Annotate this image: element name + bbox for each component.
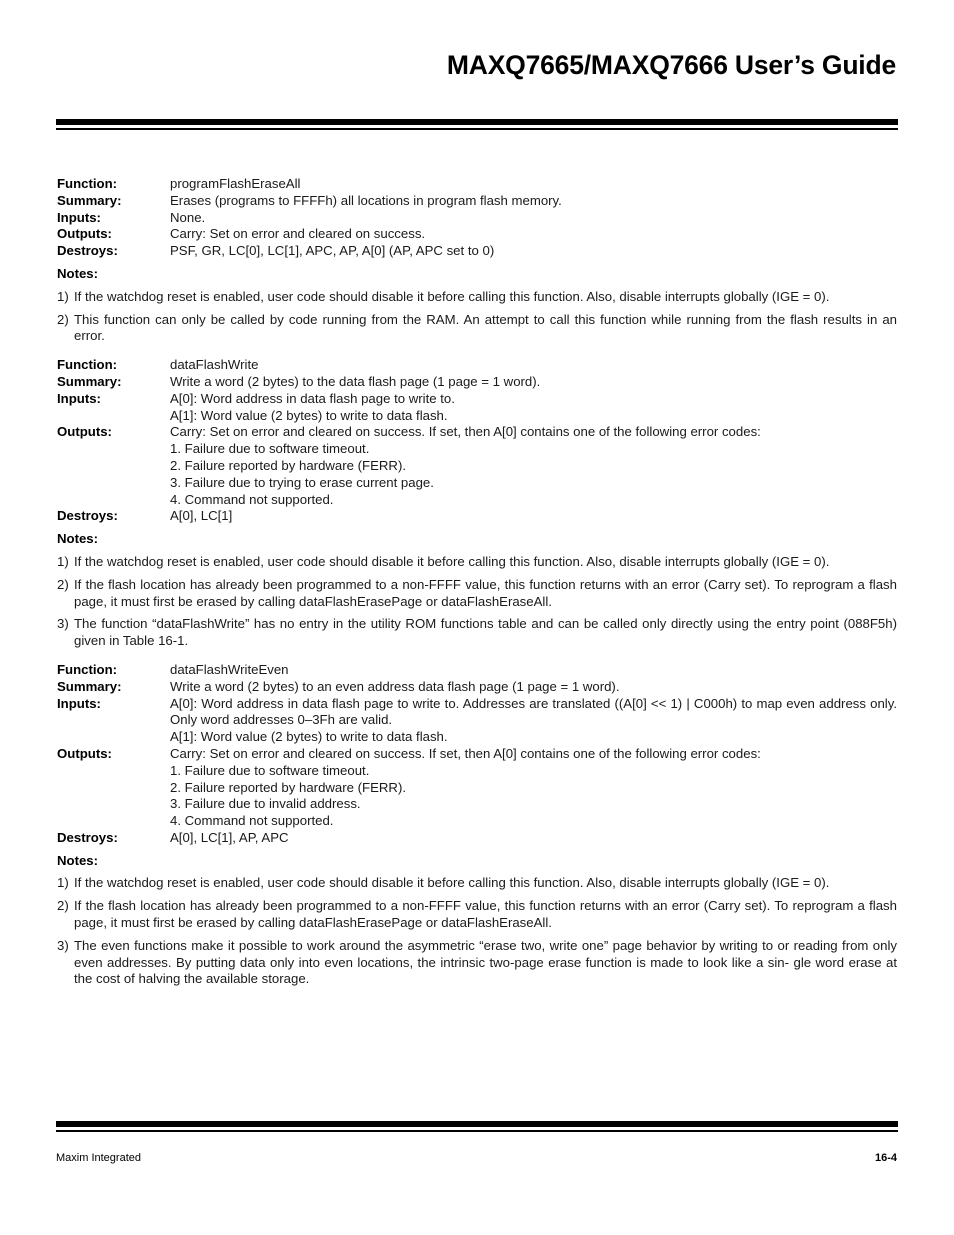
note-item [57,577,897,611]
note-item [57,938,897,988]
field-line: PSF, GR, LC[0], LC[1], APC, AP, A[0] (AP, APC set to 0) [170,243,495,259]
page-title: MAXQ7665/MAXQ7666 User’s Guide [446,50,896,80]
destroys-field [57,830,897,847]
field-label: Summary: [57,678,122,694]
error-code-item: 1. Failure due to software timeout. [170,762,370,778]
footer-rule-thick [56,1121,898,1127]
field-label: Inputs: [57,695,101,711]
note-text: If the watchdog reset is enabled, user code should disable it before calling this function. Also, disable interrupts globally (IGE = 0). [74,288,830,304]
field-value [170,193,897,210]
error-code-item: 2. Failure reported by hardware (FERR). [170,457,406,473]
inputs-field [57,210,897,227]
function-block-dataflashwriteeven [57,662,897,988]
field-value [170,176,897,193]
note-text: If the flash location has already been programmed to a non-FFFF value, this function returns with an error (Carry set). To reprogram a flash page, it must first be erased by calling dataFlashErasePage or dataFlashEraseAll. [74,576,897,609]
field-label: Destroys: [57,508,118,524]
field-value [170,243,897,260]
field-line: A[0], LC[1], AP, APC [170,829,289,845]
field-value [170,830,897,847]
field-label: Summary: [57,192,122,208]
field-label: Outputs: [57,745,112,761]
note-number: 3) [57,937,69,953]
field-label: Outputs: [57,424,112,440]
note-number: 1) [57,553,69,569]
error-code-item: 1. Failure due to software timeout. [170,441,370,457]
notes-heading: Notes: [57,265,99,281]
note-text: If the watchdog reset is enabled, user code should disable it before calling this function. Also, disable interrupts globally (IGE = 0). [74,875,830,891]
note-number: 2) [57,898,69,914]
outputs-field [57,746,897,830]
note-item [57,312,897,346]
function-name: programFlashEraseAll [170,176,301,191]
note-text: If the watchdog reset is enabled, user code should disable it before calling this function. Also, disable interrupts globally (IGE = 0). [74,553,830,569]
field-line: None. [170,209,206,225]
field-value [170,746,897,830]
error-code-item: 2. Failure reported by hardware (FERR). [170,779,406,795]
notes-heading: Notes: [57,852,99,868]
page-number: 16-4 [874,1152,897,1164]
outputs-field [57,226,897,243]
function-block-programflasheraseall [57,176,897,345]
function-name: dataFlashWriteEven [170,661,289,677]
field-line: Carry: Set on error and cleared on success. [170,226,426,242]
field-line: Carry: Set on error and cleared on success. If set, then A[0] contains one of the following error codes: [170,745,761,761]
inputs-field [57,391,897,425]
note-number: 3) [57,616,69,632]
note-text: This function can only be called by code running from the RAM. An attempt to call this function while running from the flash results in an error. [74,311,897,344]
function-field [57,357,897,374]
field-label: Summary: [57,373,122,389]
note-item [57,616,897,650]
field-line: Carry: Set on error and cleared on success. If set, then A[0] contains one of the following error codes: [170,424,761,440]
header-rule-thick [56,119,898,125]
error-code-item: 4. Command not supported. [170,491,334,507]
note-text: The function “dataFlashWrite” has no entry in the utility ROM functions table and can be called only directly using the entry point (088F5h) given in Table 16-1. [74,616,897,649]
field-value [170,226,897,243]
note-number: 1) [57,288,69,304]
notes-heading: Notes: [57,531,99,547]
destroys-field [57,508,897,525]
error-code-item: 3. Failure due to invalid address. [170,796,361,812]
field-line: A[1]: Word value (2 bytes) to write to data flash. [170,407,448,423]
field-label: Destroys: [57,243,118,259]
footer-company: Maxim Integrated [56,1152,141,1164]
field-line: A[0]: Word address in data flash page to write to. Addresses are translated ((A[0] << 1) | C000h) to map even address only. Only word addresses 0–3Fh are valid. [170,695,897,728]
field-value [170,391,897,425]
field-line: Write a word (2 bytes) to the data flash page (1 page = 1 word). [170,373,541,389]
summary-field [57,679,897,696]
destroys-field [57,243,897,260]
field-line: A[0]: Word address in data flash page to write to. [170,390,455,406]
function-block-dataflashwrite [57,357,897,650]
field-value [170,508,897,525]
function-field [57,176,897,193]
field-label: Function: [57,176,118,191]
field-line: A[1]: Word value (2 bytes) to write to data flash. [170,729,448,745]
summary-field [57,193,897,210]
function-field [57,662,897,679]
field-label: Inputs: [57,390,101,406]
field-label: Destroys: [57,829,118,845]
function-name: dataFlashWrite [170,357,259,373]
field-value [170,357,897,374]
field-label: Inputs: [57,209,101,225]
field-value [170,374,897,391]
error-code-item: 4. Command not supported. [170,813,334,829]
note-item [57,289,897,306]
note-item [57,898,897,932]
field-label: Outputs: [57,226,112,242]
field-line: Write a word (2 bytes) to an even address data flash page (1 page = 1 word). [170,678,620,694]
field-value [170,662,897,679]
field-line: Erases (programs to FFFFh) all locations in program flash memory. [170,192,562,208]
note-item [57,554,897,571]
note-number: 2) [57,311,69,327]
page-content [57,176,897,994]
field-label: Function: [57,661,118,677]
summary-field [57,374,897,391]
field-value [170,424,897,508]
field-value [170,679,897,696]
field-value [170,210,897,227]
note-text: The even functions make it possible to work around the asymmetric “erase two, write one” page behavior by writing to or reading from only even addresses. By putting data only into even locations, the intrinsic two-page erase function is made to look like a sin- gle word erase at the cost of halving the available storage. [74,937,897,987]
note-number: 1) [57,875,69,891]
note-number: 2) [57,576,69,592]
note-item [57,875,897,892]
inputs-field [57,696,897,746]
field-value [170,696,897,746]
outputs-field [57,424,897,508]
header-rule-thin [56,128,898,130]
field-label: Function: [57,357,118,373]
field-line: A[0], LC[1] [170,508,233,524]
footer-rule-thin [56,1130,898,1132]
error-code-item: 3. Failure due to trying to erase current page. [170,474,434,490]
note-text: If the flash location has already been programmed to a non-FFFF value, this function returns with an error (Carry set). To reprogram a flash page, it must first be erased by calling dataFlashErasePage or dataFlashEraseAll. [74,898,897,931]
